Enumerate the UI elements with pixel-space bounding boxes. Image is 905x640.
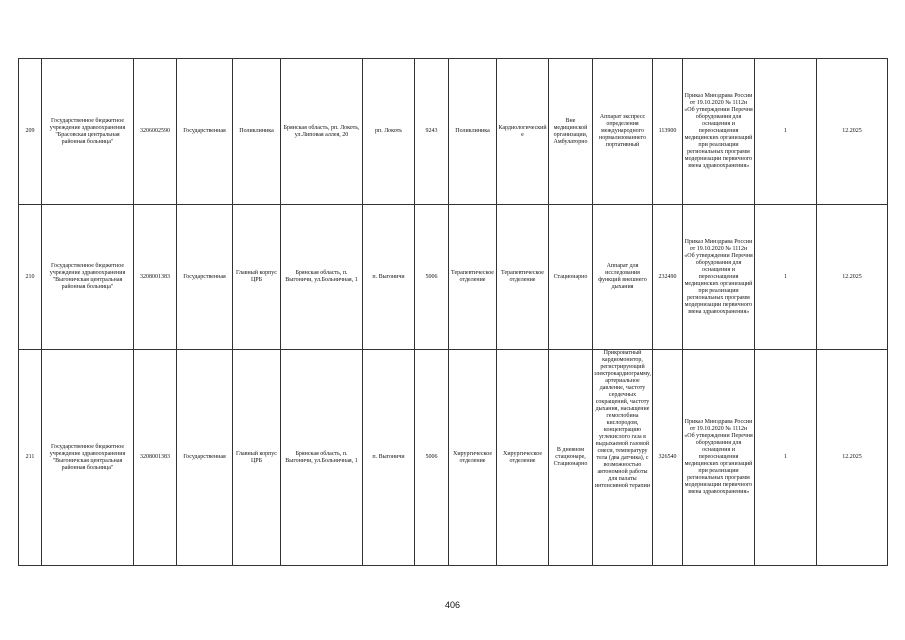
care-conditions: Стационарно (549, 205, 593, 350)
address: Брянская область, рп. Локоть, ул.Липовая аллея, 20 (281, 59, 363, 205)
care-conditions: В дневном стационаре, Стационарно (549, 350, 593, 566)
department: Терапевтическое отделение (497, 205, 549, 350)
ownership-form: Государственная (177, 350, 233, 566)
delivery-date: 12.2025 (817, 205, 888, 350)
organization-name: Государственное бюджетное учреждение здравоохранения "Выгоничская центральная районная больница" (42, 350, 134, 566)
price: 232490 (653, 205, 683, 350)
equipment-name (593, 350, 653, 566)
quantity: 1 (755, 59, 817, 205)
price: 326540 (653, 350, 683, 566)
legal-basis: Приказ Минздрава России от 19.10.2020 № 1112н «Об утверждении Перечня оборудования для оснащения и переоснащения медицинских организаций при реализации региональных программ модернизации первичного звена здравоохранения» (683, 350, 755, 566)
quantity: 1 (755, 350, 817, 566)
address: Брянская область, п. Выгоничи, ул.Больничная, 1 (281, 350, 363, 566)
structural-unit: Поликлиника (449, 59, 497, 205)
settlement: п. Выгоничи (363, 350, 415, 566)
equipment-name-text: Прикроватный кардиомонитор, регистрирующий электрокардиограмму, артериальное давление, частоту сердечных сокращений, частоту дыхания, насыщение гемоглобина кислородом, концентрацию углекислого газа в выдыхаемой газовой смеси, температуру тела (два датчика), с возможностью автономной работы для палаты интенсивной терапии (594, 350, 651, 489)
delivery-date: 12.2025 (817, 59, 888, 205)
quantity: 1 (755, 205, 817, 350)
settlement: рп. Локоть (363, 59, 415, 205)
row-number: 210 (19, 205, 42, 350)
building-name: Главный корпус ЦРБ (233, 350, 281, 566)
inn-code: 3208001383 (134, 205, 177, 350)
table-row (19, 59, 888, 205)
delivery-date: 12.2025 (817, 350, 888, 566)
legal-basis: Приказ Минздрава России от 19.10.2020 № 1112н «Об утверждении Перечня оборудования для оснащения и переоснащения медицинских организаций при реализации региональных программ модернизации первичного звена здравоохранения» (683, 59, 755, 205)
organization-name: Государственное бюджетное учреждение здравоохранения "Выгоничская центральная районная больница" (42, 205, 134, 350)
equipment-register-table (18, 58, 888, 566)
address: Брянская область, п. Выгоничи, ул.Больничная, 1 (281, 205, 363, 350)
settlement: п. Выгоничи (363, 205, 415, 350)
page-number: 406 (444, 600, 461, 610)
structural-unit: Хирургическое отделение (449, 350, 497, 566)
ownership-form: Государственная (177, 59, 233, 205)
building-name: Поликлиника (233, 59, 281, 205)
population: 5006 (415, 205, 449, 350)
department: Хирургическое отделение (497, 350, 549, 566)
equipment-name: Аппарат экспресс определения международного нормализованнего портативный (593, 59, 653, 205)
equipment-name: Аппарат для исследования функций внешнего дыхания (593, 205, 653, 350)
legal-basis: Приказ Минздрава России от 19.10.2020 № 1112н «Об утверждении Перечня оборудования для оснащения и переоснащения медицинских организаций при реализации региональных программ модернизации первичного звена здравоохранения» (683, 205, 755, 350)
inn-code: 3208001383 (134, 350, 177, 566)
building-name: Главный корпус ЦРБ (233, 205, 281, 350)
price: 113900 (653, 59, 683, 205)
organization-name: Государственное бюджетное учреждение здравоохранения "Брасовская центральная районная больница" (42, 59, 134, 205)
row-number: 209 (19, 59, 42, 205)
care-conditions: Вне медицинской организации, Амбулаторно (549, 59, 593, 205)
inn-code: 3206002590 (134, 59, 177, 205)
ownership-form: Государственная (177, 205, 233, 350)
department: Кардиологический е (497, 59, 549, 205)
population: 5006 (415, 350, 449, 566)
table-row (19, 350, 888, 566)
row-number: 211 (19, 350, 42, 566)
table-row (19, 205, 888, 350)
population: 9243 (415, 59, 449, 205)
structural-unit: Терапевтическое отделение (449, 205, 497, 350)
